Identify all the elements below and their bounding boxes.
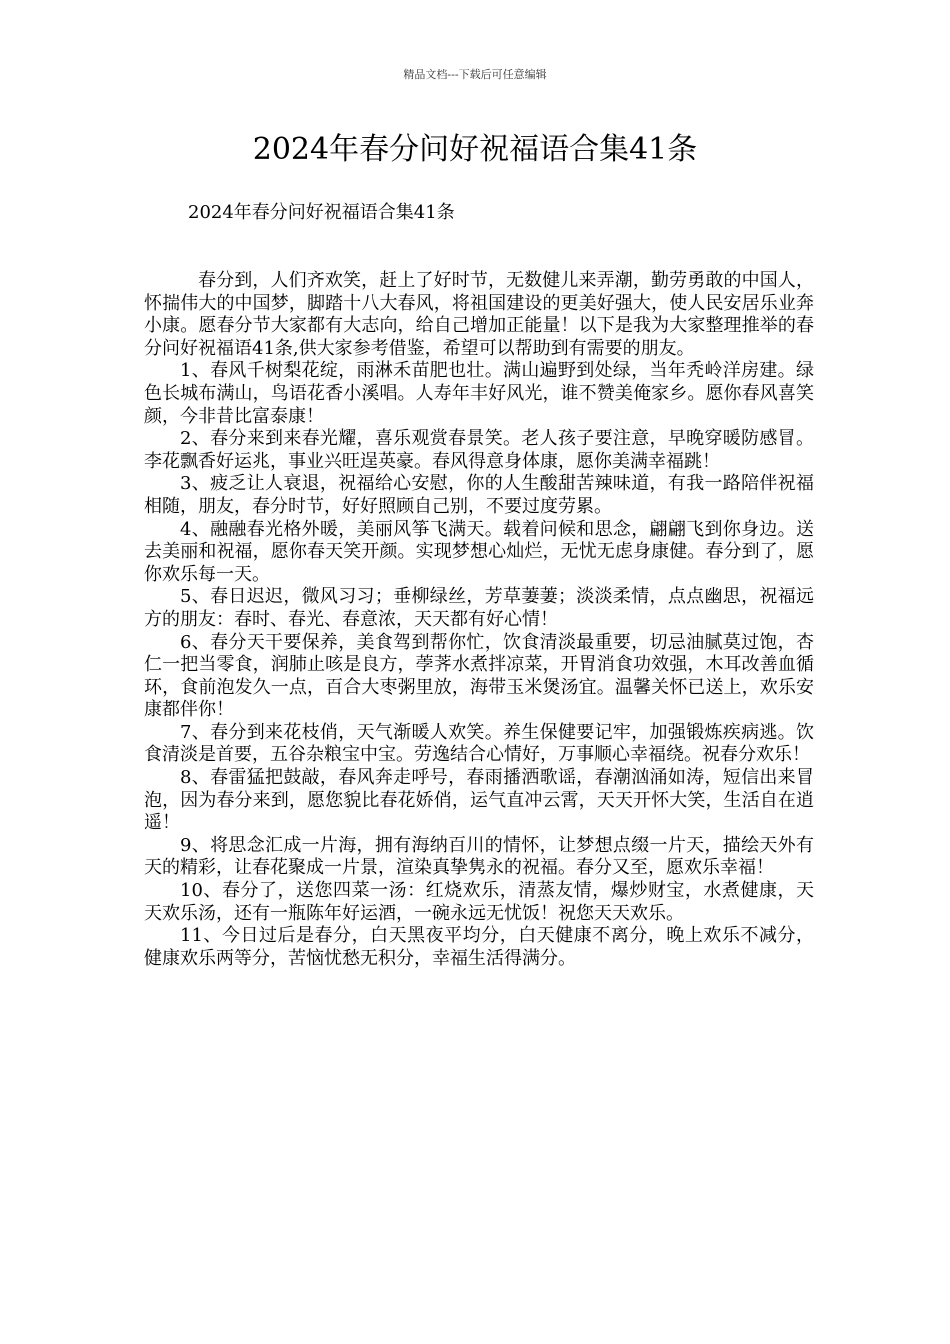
greeting-item-4: 4、融融春光格外暖，美丽风筝飞满天。载着问候和思念，翩翩飞到你身边。送去美丽和祝福，愿你春天笑开颜。实现梦想心灿烂，无忧无虑身康健。春分到了，愿你欢乐每一天。 <box>144 518 814 585</box>
document-subtitle: 2024年春分问好祝福语合集41条 <box>188 202 455 223</box>
greeting-item-10: 10、春分了，送您四菜一汤：红烧欢乐，清蒸友情，爆炒财宝，水煮健康，天天欢乐汤，还有一瓶陈年好运酒，一碗永远无忧饭！祝您天天欢乐。 <box>144 880 814 924</box>
page-header-note: 精品文档---下载后可任意编辑 <box>403 68 547 81</box>
greeting-item-3: 3、疲乏让人衰退，祝福给心安慰，你的人生酸甜苦辣味道，有我一路陪伴祝福相随，朋友，春分时节，好好照顾自己别，不要过度劳累。 <box>144 473 814 517</box>
greeting-item-6: 6、春分天干要保养，美食驾到帮你忙，饮食清淡最重要，切忌油腻莫过饱，杏仁一把当零食，润肺止咳是良方，荸荠水煮拌凉菜，开胃消食功效强，木耳改善血循环，食前泡发久一点，百合大枣粥里放，海带玉米煲汤宜。温馨关怀已送上，欢乐安康都伴你！ <box>144 631 814 721</box>
greeting-item-1: 1、春风千树梨花绽，雨淋禾苗肥也壮。满山遍野到处绿，当年秃岭洋房建。绿色长城布满山，鸟语花香小溪唱。人寿年丰好风光，谁不赞美俺家乡。愿你春风喜笑颜，今非昔比富泰康！ <box>144 360 814 427</box>
greeting-item-8: 8、春雷猛把鼓敲，春风奔走呼号，春雨播洒歌谣，春潮汹涌如涛，短信出来冒泡，因为春分来到，愿您貌比春花娇俏，运气直冲云霄，天天开怀大笑，生活自在逍遥！ <box>144 767 814 834</box>
greeting-item-5: 5、春日迟迟，微风习习；垂柳绿丝，芳草萋萋；淡淡柔情，点点幽思，祝福远方的朋友：春时、春光、春意浓，天天都有好心情！ <box>144 586 814 630</box>
document-title: 2024年春分问好祝福语合集41条 <box>252 132 698 167</box>
greeting-item-11: 11、今日过后是春分，白天黑夜平均分，白天健康不离分，晚上欢乐不减分，健康欢乐两等分，苦恼忧愁无积分，幸福生活得满分。 <box>144 925 814 969</box>
greeting-item-2: 2、春分来到来春光耀，喜乐观赏春景笑。老人孩子要注意，早晚穿暖防感冒。李花飘香好运兆，事业兴旺逞英豪。春风得意身体康，愿你美满幸福跳！ <box>144 428 814 472</box>
greeting-item-7: 7、春分到来花枝俏，天气渐暖人欢笑。养生保健要记牢，加强锻炼疾病逃。饮食清淡是首要，五谷杂粮宝中宝。劳逸结合心情好，万事顺心幸福绕。祝春分欢乐！ <box>144 721 814 766</box>
greeting-item-9: 9、将思念汇成一片海，拥有海纳百川的情怀，让梦想点缀一片天，描绘天外有天的精彩，让春花聚成一片景，渲染真挚隽永的祝福。春分又至，愿欢乐幸福！ <box>144 834 814 879</box>
intro-paragraph: 春分到，人们齐欢笑，赶上了好时节，无数健儿来弄潮，勤劳勇敢的中国人，怀揣伟大的中国梦，脚踏十八大春风，将祖国建设的更美好强大，使人民安居乐业奔小康。愿春分节大家都有大志向，给自己增加正能量！以下是我为大家整理推举的春分问好祝福语41条,供大家参考借鉴，希望可以帮助到有需要的朋友。 <box>144 270 814 359</box>
document-body <box>144 270 814 970</box>
